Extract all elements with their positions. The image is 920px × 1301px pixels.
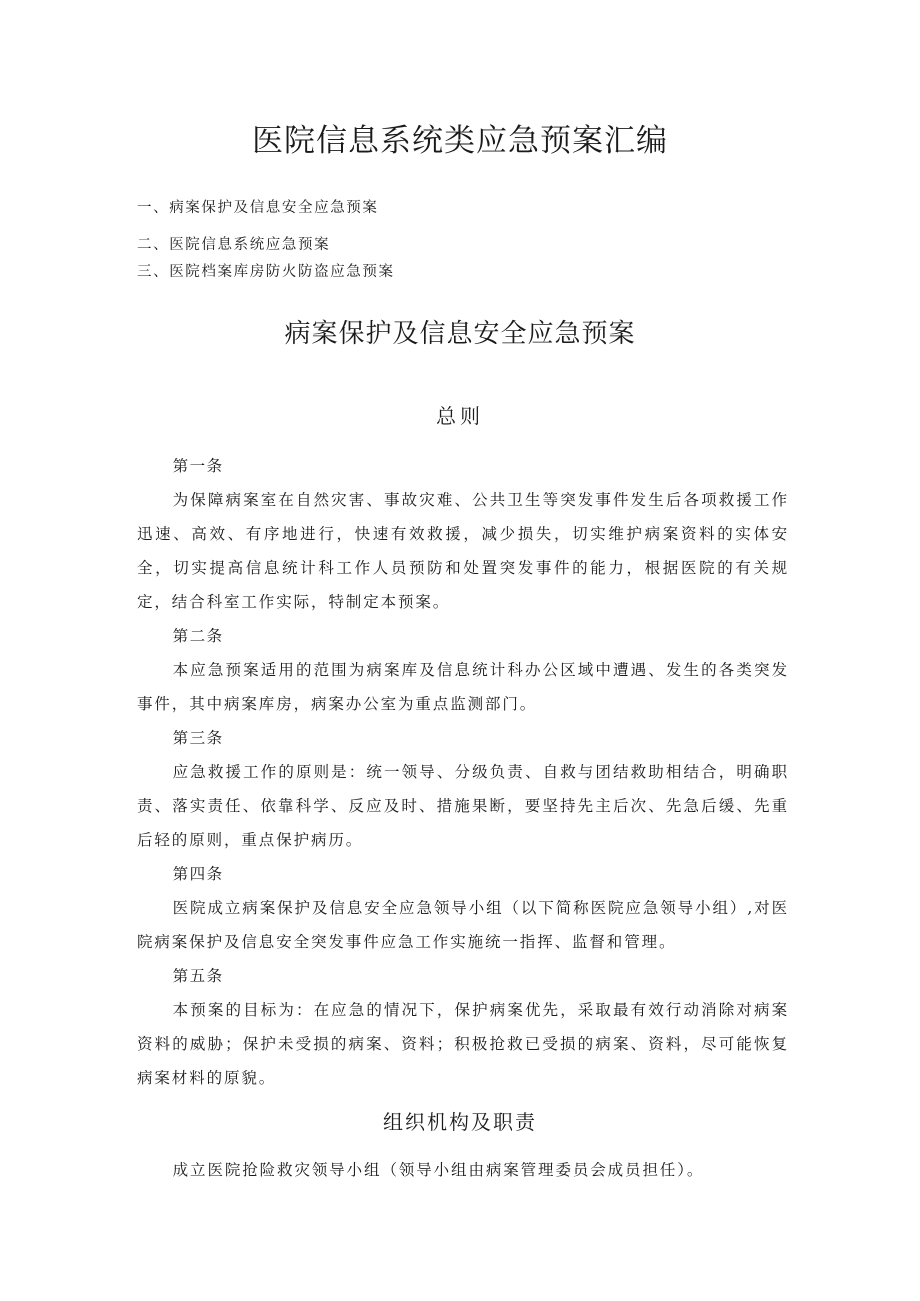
organization-paragraph: 成立医院抢险救灾领导小组（领导小组由病案管理委员会成员担任）。 xyxy=(172,1161,705,1179)
article-3-label: 第三条 xyxy=(172,729,224,747)
article-3-text: 应急救援工作的原则是：统一领导、分级负责、自救与团结救助相结合，明确职责、落实责任、依靠科学、反应及时、措施果断，要坚持先主后次、先急后缓、先重后轻的原则，重点保护病历。 xyxy=(137,763,789,849)
toc-item-1: 一、病案保护及信息安全应急预案 xyxy=(137,200,379,216)
article-1-label: 第一条 xyxy=(172,457,224,475)
article-1-text: 为保障病案室在自然灾害、事故灾难、公共卫生等突发事件发生后各项救援工作迅速、高效、有序地进行，快速有效救援，减少损失，切实维护病案资料的实体安全，切实提高信息统计科工作人员预防和处置突发事件的能力，根据医院的有关规定，结合科室工作实际，特制定本预案。 xyxy=(137,491,789,611)
article-4-label: 第四条 xyxy=(172,865,224,883)
article-5-label: 第五条 xyxy=(172,967,224,985)
document-title: 医院信息系统类应急预案汇编 xyxy=(252,123,668,159)
chapter-title-organization: 组织机构及职责 xyxy=(383,1110,537,1134)
section-title: 病案保护及信息安全应急预案 xyxy=(284,319,636,349)
chapter-title-general: 总则 xyxy=(436,404,484,428)
toc-item-3: 三、医院档案库房防火防盗应急预案 xyxy=(137,264,395,280)
toc-item-2: 二、医院信息系统应急预案 xyxy=(137,237,331,253)
article-4-text: 医院成立病案保护及信息安全应急领导小组（以下简称医院应急领导小组）,对医院病案保护及信息安全突发事件应急工作实施统一指挥、监督和管理。 xyxy=(137,899,789,951)
article-2-label: 第二条 xyxy=(172,627,224,645)
article-2-text: 本应急预案适用的范围为病案库及信息统计科办公区域中遭遇、发生的各类突发事件，其中病案库房，病案办公室为重点监测部门。 xyxy=(137,661,789,713)
organization-body xyxy=(137,1153,789,1187)
article-5-text: 本预案的目标为：在应急的情况下，保护病案优先，采取最有效行动消除对病案资料的威胁；保护未受损的病案、资料；积极抢救已受损的病案、资料，尽可能恢复病案材料的原貌。 xyxy=(137,1001,789,1087)
articles-body xyxy=(137,449,789,1095)
